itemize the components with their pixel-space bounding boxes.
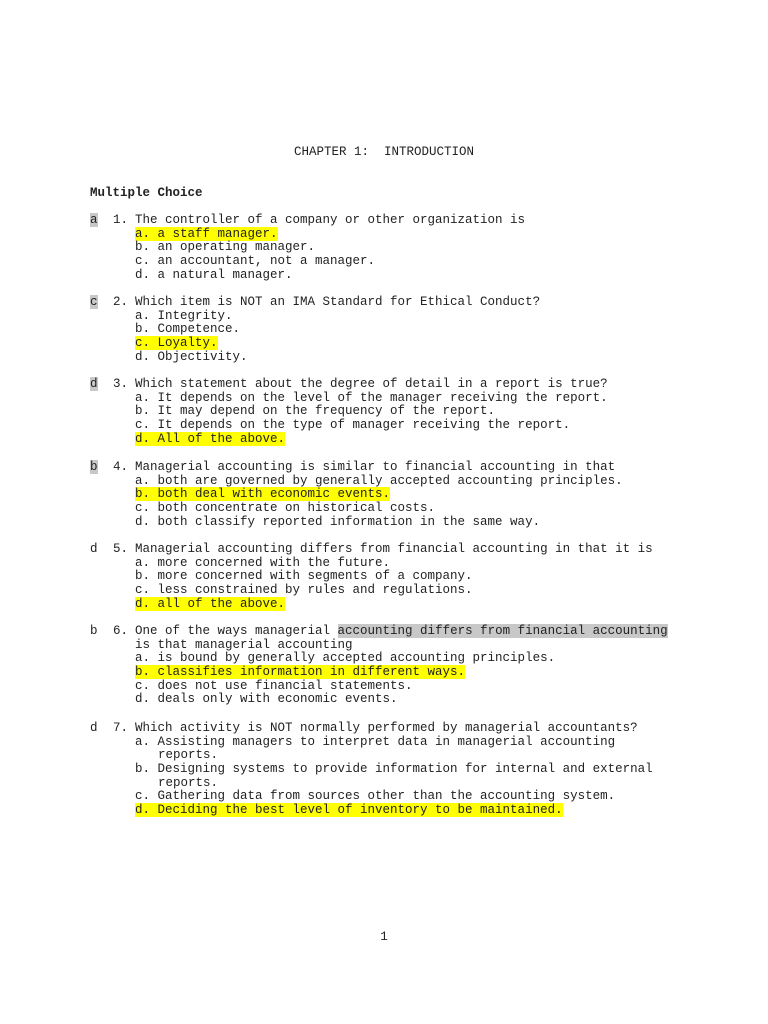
option-c: c. Gathering data from sources other than the accounting system. <box>135 789 616 804</box>
option-c: c. Loyalty. <box>135 336 218 351</box>
option-a: a. both are governed by generally accepted accounting principles. <box>135 473 623 488</box>
option-a: a. a staff manager. <box>135 226 278 241</box>
option-a: a. Integrity. <box>135 308 233 323</box>
question-2 <box>90 296 730 364</box>
option-d: d. deals only with economic events. <box>135 692 398 707</box>
question-stem: Managerial accounting is similar to financial accounting in that <box>135 460 616 474</box>
option-b: b. more concerned with segments of a company. <box>135 569 473 584</box>
question-number: 3. <box>113 377 129 391</box>
answer-key: d <box>90 377 98 391</box>
answer-key: a <box>90 213 98 227</box>
option-c: c. less constrained by rules and regulations. <box>135 583 473 598</box>
answer-key: d <box>90 542 98 556</box>
chapter-title: CHAPTER 1: INTRODUCTION <box>293 145 475 159</box>
question-number: 2. <box>113 295 129 309</box>
option-d: d. All of the above. <box>135 431 286 446</box>
question-1 <box>90 214 730 282</box>
option-d: d. both classify reported information in the same way. <box>135 514 541 529</box>
question-stem-line2: is that managerial accounting <box>135 637 353 652</box>
option-d: d. Objectivity. <box>135 349 248 364</box>
question-3 <box>90 378 730 446</box>
option-c: c. both concentrate on historical costs. <box>135 501 436 516</box>
question-stem: The controller of a company or other organization is <box>135 213 526 227</box>
answer-key: b <box>90 460 98 474</box>
option-d: d. all of the above. <box>135 596 286 611</box>
answer-key: d <box>90 721 98 735</box>
question-stem: Which activity is NOT normally performed by managerial accountants? <box>135 721 638 735</box>
option-a: a. more concerned with the future. <box>135 555 391 570</box>
question-7 <box>90 722 730 818</box>
option-d: d. a natural manager. <box>135 267 293 282</box>
option-a: a. It depends on the level of the manager receiving the report. <box>135 390 608 405</box>
option-b: b. It may depend on the frequency of the report. <box>135 404 496 419</box>
question-number: 1. <box>113 213 129 227</box>
question-stem: Which statement about the degree of detail in a report is true? <box>135 377 608 391</box>
question-number: 5. <box>113 542 129 556</box>
page-number: 1 <box>380 930 388 944</box>
question-number: 7. <box>113 721 129 735</box>
option-c: c. an accountant, not a manager. <box>135 254 376 269</box>
question-stem: One of the ways managerial accounting differs from financial accounting <box>135 624 668 638</box>
answer-key: b <box>90 624 98 638</box>
question-stem: Which item is NOT an IMA Standard for Ethical Conduct? <box>135 295 541 309</box>
highlighted-phrase: accounting differs from financial accounting <box>337 624 668 638</box>
option-a-continued: reports. <box>158 748 219 763</box>
question-number: 4. <box>113 460 129 474</box>
option-a: a. is bound by generally accepted accounting principles. <box>135 651 556 666</box>
answer-key: c <box>90 295 98 309</box>
question-6 <box>90 625 730 707</box>
section-title: Multiple Choice <box>90 186 203 200</box>
option-b: b. Designing systems to provide information for internal and external <box>135 762 653 777</box>
option-b: b. both deal with economic events. <box>135 487 391 502</box>
option-b: b. Competence. <box>135 322 241 337</box>
option-b-continued: reports. <box>158 775 219 790</box>
question-stem: Managerial accounting differs from financial accounting in that it is <box>135 542 653 556</box>
question-number: 6. <box>113 624 129 638</box>
question-5 <box>90 543 730 611</box>
question-4 <box>90 461 730 529</box>
option-d: d. Deciding the best level of inventory to be maintained. <box>135 803 563 818</box>
option-b: b. classifies information in different ways. <box>135 665 466 680</box>
option-c: c. does not use financial statements. <box>135 678 413 693</box>
option-c: c. It depends on the type of manager receiving the report. <box>135 418 571 433</box>
option-a: a. Assisting managers to interpret data in managerial accounting <box>135 734 616 749</box>
option-b: b. an operating manager. <box>135 240 316 255</box>
